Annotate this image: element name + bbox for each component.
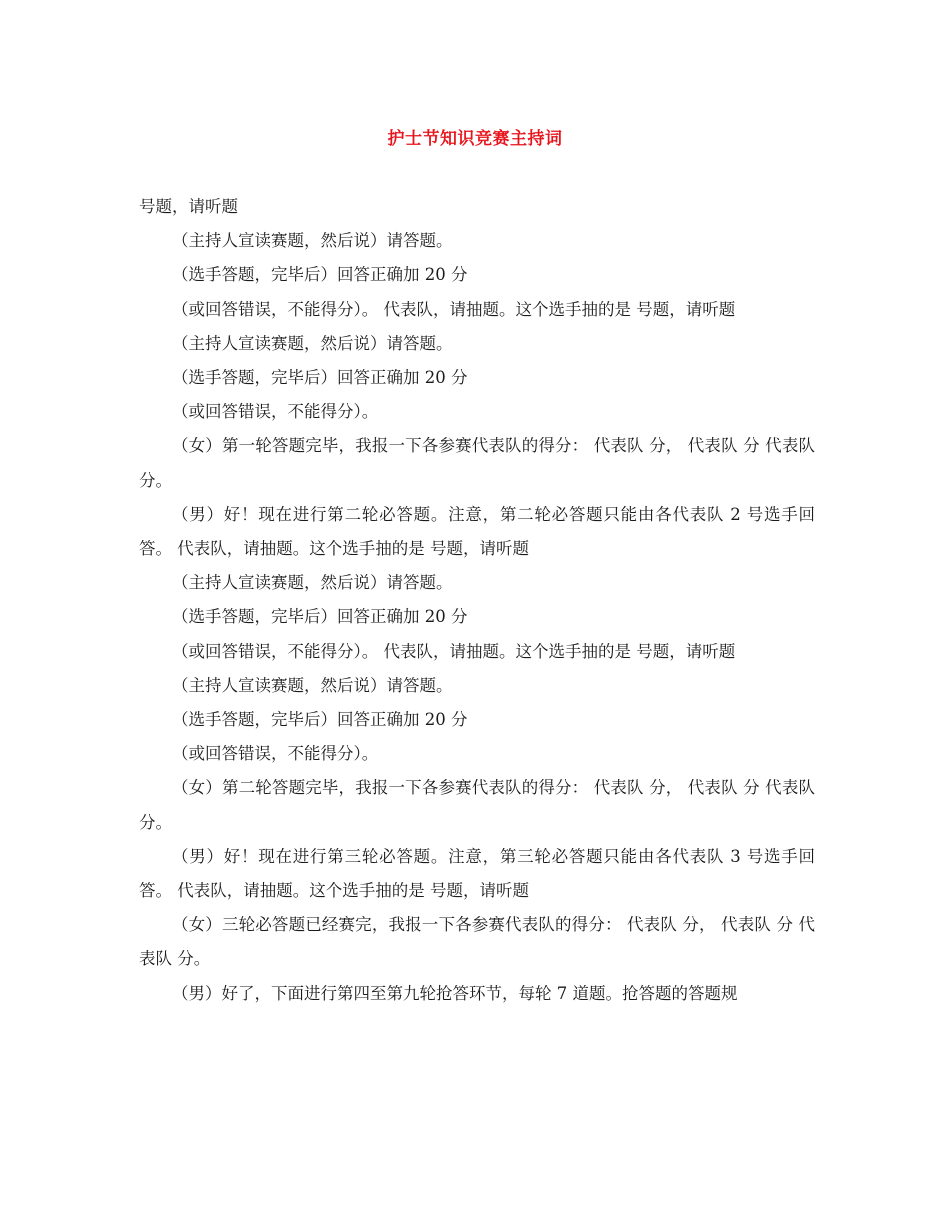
paragraph: （选手答题，完毕后）回答正确加 20 分 xyxy=(172,710,468,730)
paragraph: （女）第一轮答题完毕，我报一下各参赛代表队的得分： 代表队 分， 代表队 分 代表队 分。 xyxy=(139,436,815,490)
paragraph: （选手答题，完毕后）回答正确加 20 分 xyxy=(172,607,468,627)
paragraph: （男）好！现在进行第三轮必答题。注意，第三轮必答题只能由各代表队 3 号选手回答。 代表队，请抽题。这个选手抽的是 号题，请听题 xyxy=(139,846,815,901)
paragraph: 号题，请听题 xyxy=(139,197,238,216)
paragraph: （或回答错误，不能得分）。 xyxy=(172,744,379,764)
document-body xyxy=(139,190,815,1011)
paragraph: （主持人宣读赛题，然后说）请答题。 xyxy=(172,675,453,695)
paragraph: （男）好了，下面进行第四至第九轮抢答环节，每轮 7 道题。抢答题的答题规 xyxy=(172,983,738,1003)
paragraph: （主持人宣读赛题，然后说）请答题。 xyxy=(172,333,453,353)
paragraph: （男）好！现在进行第二轮必答题。注意，第二轮必答题只能由各代表队 2 号选手回答。 代表队，请抽题。这个选手抽的是 号题，请听题 xyxy=(139,504,815,559)
paragraph: （女）三轮必答题已经赛完，我报一下各参赛代表队的得分： 代表队 分， 代表队 分 代表队 分。 xyxy=(139,915,815,969)
paragraph: （主持人宣读赛题，然后说）请答题。 xyxy=(172,231,453,251)
paragraph: （或回答错误，不能得分）。 xyxy=(172,402,379,422)
paragraph: （选手答题，完毕后）回答正确加 20 分 xyxy=(172,265,468,285)
paragraph: （或回答错误，不能得分）。 代表队，请抽题。这个选手抽的是 号题，请听题 xyxy=(172,299,736,319)
paragraph: （选手答题，完毕后）回答正确加 20 分 xyxy=(172,368,468,388)
paragraph: （或回答错误，不能得分）。 代表队，请抽题。这个选手抽的是 号题，请听题 xyxy=(172,641,736,661)
document-title: 护士节知识竞赛主持词 xyxy=(387,129,563,149)
paragraph: （主持人宣读赛题，然后说）请答题。 xyxy=(172,573,453,593)
paragraph: （女）第二轮答题完毕，我报一下各参赛代表队的得分： 代表队 分， 代表队 分 代表队 分。 xyxy=(139,778,815,832)
